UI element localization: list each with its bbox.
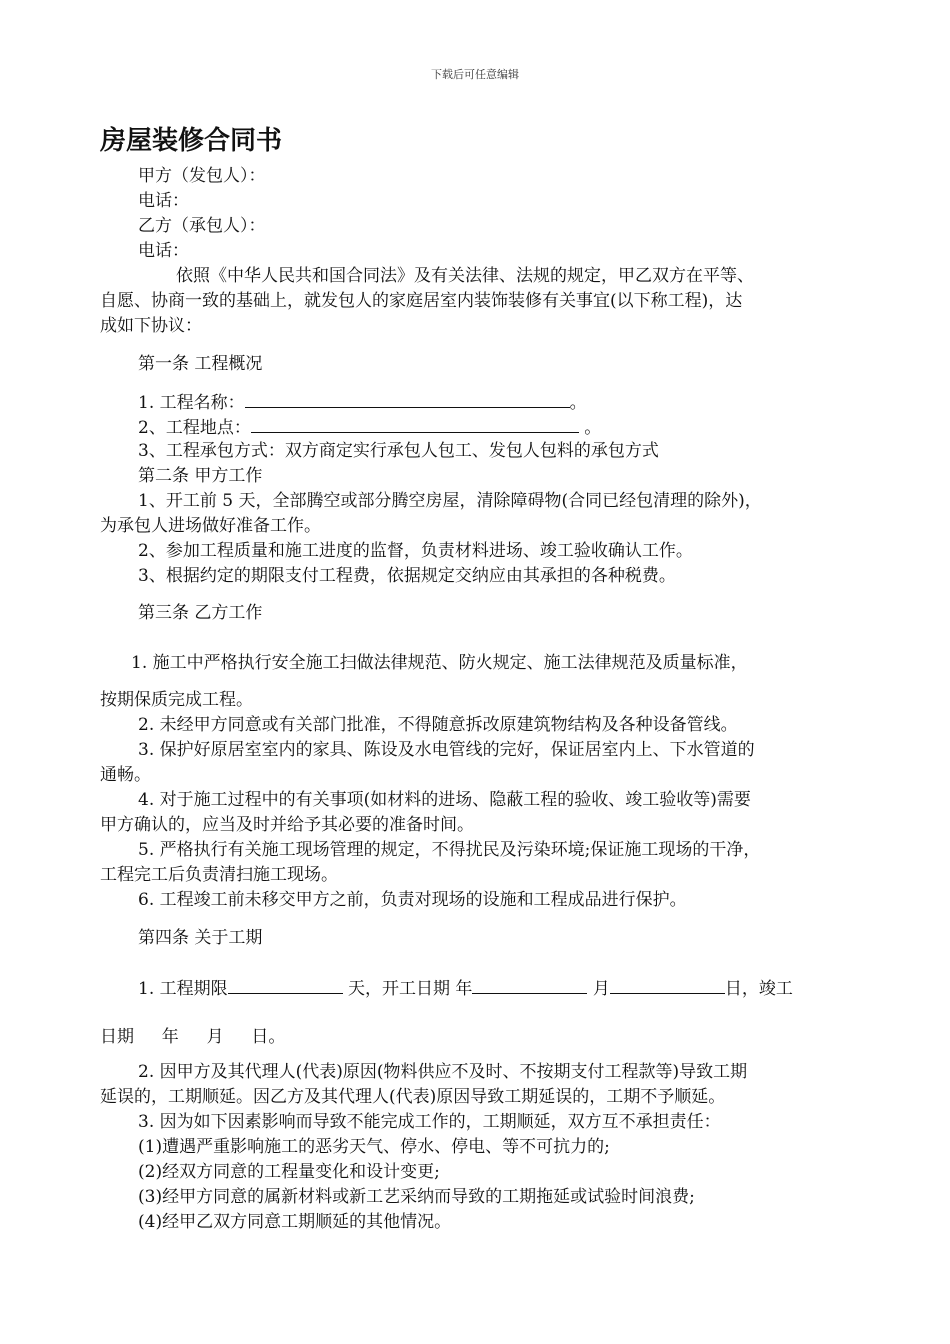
intro-line: 自愿、协商一致的基础上，就发包人的家庭居室内装饰装修有关事宜(以下称工程)，达 [100, 291, 743, 311]
clause-line: 2、参加工程质量和施工进度的监督，负责材料进场、竣工验收确认工作。 [138, 541, 693, 561]
project-location-field [138, 414, 873, 441]
field-end: 。 [584, 418, 602, 438]
party-b-label: 乙方（承包人）： [138, 216, 266, 236]
document-title: 房屋装修合同书 [100, 126, 283, 156]
field-label: 1. 工程名称： [138, 393, 245, 413]
blank-underline [472, 975, 587, 994]
sub-clause-line: (1)遭遇严重影响施工的恶劣天气、停水、停电、等不可抗力的; [138, 1137, 610, 1157]
clause-line: 为承包人进场做好准备工作。 [100, 516, 321, 536]
party-a-label: 甲方（发包人）： [138, 166, 266, 186]
article-heading: 第一条 工程概况 [138, 354, 263, 374]
clause-line: 3. 因为如下因素影响而导致不能完成工作的，工期顺延，双方互不承担责任： [138, 1112, 721, 1132]
project-name-field [138, 389, 873, 416]
clause-line: 通畅。 [100, 765, 151, 785]
sub-clause-line: (2)经双方同意的工程量变化和设计变更; [138, 1162, 440, 1182]
clause-line: 5. 严格执行有关施工现场管理的规定，不得扰民及污染环境;保证施工现场的干净， [138, 840, 761, 860]
header-note: 下载后可任意编辑 [431, 68, 519, 81]
blank-underline [610, 975, 725, 994]
field-end: 。 [569, 393, 587, 413]
clause-line: 4. 对于施工过程中的有关事项(如材料的进场、隐蔽工程的验收、竣工验收等)需要 [138, 790, 751, 810]
clause-line: 延误的，工期顺延。因乙方及其代理人(代表)原因导致工期延误的，工期不予顺延。 [100, 1087, 726, 1107]
sub-clause-line: (4)经甲乙双方同意工期顺延的其他情况。 [138, 1212, 452, 1232]
clause-line: 日期 年 月 日。 [100, 1027, 286, 1047]
clause-line: 1、开工前 5 天，全部腾空或部分腾空房屋，清除障碍物(合同已经包清理的除外)， [138, 491, 762, 511]
clause-line: 2. 未经甲方同意或有关部门批准，不得随意拆改原建筑物结构及各种设备管线。 [138, 715, 738, 735]
clause-line: 甲方确认的，应当及时并给予其必要的准备时间。 [100, 815, 474, 835]
clause-line: 工程完工后负责清扫施工现场。 [100, 865, 338, 885]
clause-line: 3、根据约定的期限支付工程费，依据规定交纳应由其承担的各种税费。 [138, 566, 676, 586]
blank-underline [228, 975, 343, 994]
field-label: 2、工程地点： [138, 418, 251, 438]
blank-underline [245, 389, 570, 408]
field-label: 1. 工程期限 [138, 979, 228, 999]
clause-line: 6. 工程竣工前未移交甲方之前，负责对现场的设施和工程成品进行保护。 [138, 890, 687, 910]
article-heading: 第四条 关于工期 [138, 928, 263, 948]
clause-line: 2. 因甲方及其代理人(代表)原因(物料供应不及时、不按期支付工程款等)导致工期 [138, 1062, 748, 1082]
field-label: 天，开工日期 年 [348, 979, 473, 999]
article-heading: 第三条 乙方工作 [138, 603, 263, 623]
blank-underline [251, 414, 579, 433]
clause-line: 按期保质完成工程。 [100, 690, 253, 710]
field-label: 日，竣工 [724, 979, 793, 999]
clause-line: 3、工程承包方式：双方商定实行承包人包工、发包人包料的承包方式 [138, 441, 659, 461]
duration-field [138, 975, 873, 1002]
sub-clause-line: (3)经甲方同意的属新材料或新工艺采纳而导致的工期拖延或试验时间浪费; [138, 1187, 695, 1207]
phone-a-label: 电话： [138, 191, 189, 211]
intro-line: 成如下协议： [100, 316, 202, 336]
phone-b-label: 电话： [138, 241, 189, 261]
clause-line: 1. 施工中严格执行安全施工扫做法律规范、防火规定、施工法律规范及质量标准， [131, 653, 748, 673]
article-heading: 第二条 甲方工作 [138, 466, 263, 486]
intro-line: 依照《中华人民共和国合同法》及有关法律、法规的规定，甲乙双方在平等、 [176, 266, 754, 286]
clause-line: 3. 保护好原居室室内的家具、陈设及水电管线的完好，保证居室内上、下水管道的 [138, 740, 755, 760]
field-label: 月 [592, 979, 610, 999]
